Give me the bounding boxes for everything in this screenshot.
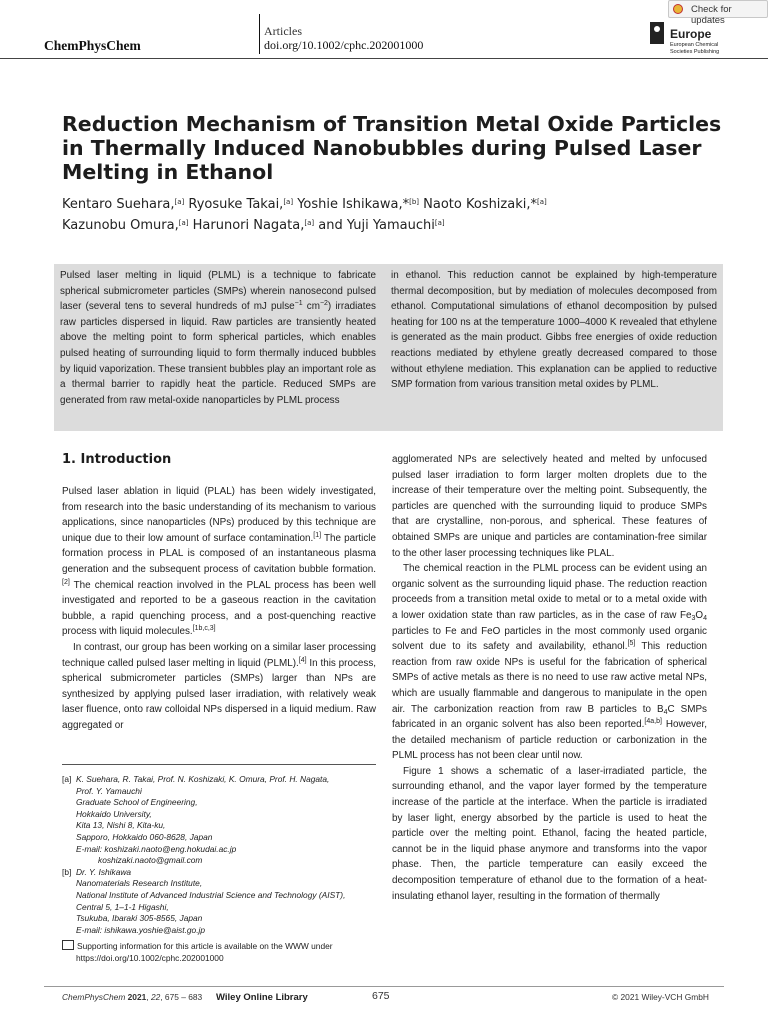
- supporting-info-link[interactable]: https://doi.org/10.1002/cphc.202001000: [76, 952, 224, 963]
- body-text: particles to Fe and FeO particles in the most commonly used organic solvent due to its safety and availability, ethanol.: [392, 625, 707, 653]
- abstract-right-column: in ethanol. This reduction cannot be explained by high-temperature thermal decomposition, but by mediation of molecules decomposed from ethanol. Computational simulations of ethanol decomposition by pulsed heating for 100 ns at the temperature 1000–4000 K revealed that ethylene is generated as the main product. Gibbs free energies of oxide reduction reactions mediated by ethylene greatly decreased compared to those without ethylene mediation. This explanation can be applied to reductive SMP formation from various transition metal oxides by PLML.: [391, 270, 717, 391]
- check-for-updates-label: Check for updates: [691, 4, 732, 26]
- paragraph: Figure 1 shows a schematic of a laser-irradiated particle, the surrounding ethanol, and the vapor layer formed by the temperature increase of the particle at the interface. When the particle is irradiated by laser light, energy absorbed by the particle is used to heat the particle over the melting point. Ethanol, facing the heated particle, cannot be in the liquid phase anymore and transforms into the vapor phase. Then, the particle temperature can easily exceed the decomposition temperature of ethanol due to the formation of a heat-insulating ethanol layer, resulting in the formation of thermally: [392, 765, 707, 902]
- abstract-box: [54, 264, 723, 431]
- author-name: Kazunobu Omura,: [62, 218, 179, 233]
- publisher-subtitle-1: European Chemical: [670, 42, 719, 48]
- section-label: Articles: [264, 24, 302, 38]
- supporting-info-note: [62, 940, 382, 964]
- crossmark-icon: [673, 4, 683, 14]
- affiliation-mark: [a]: [174, 198, 185, 206]
- footnote-line: National Institute of Advanced Industrial Science and Technology (AIST),: [76, 889, 346, 900]
- footnote-line: Kita 13, Nishi 8, Kita-ku,: [76, 820, 166, 831]
- subscript: 3: [691, 614, 696, 622]
- body-text: This reduction reaction from raw oxide NPs is useful for the fabrication of spherical SMPs of active metals as there is no need to use raw active metal NPs, which are usually flammable and dangerous to manipulate in the open air. The carbonization reaction from raw B particles to B: [392, 641, 707, 715]
- affiliation-mark: [a]: [283, 198, 294, 206]
- body-text: The chemical reaction involved in the PLAL process has been well investigated and reported to be a gaseous reaction in the cavitation bubble, a rapid quenching process, and a post-quenching reactive process with liquid molecules.: [62, 579, 376, 638]
- body-text: In contrast, our group has been working on a similar laser processing technique called pulsed laser melting in liquid (PLML).: [62, 641, 376, 669]
- affiliation-mark: [a]: [178, 219, 189, 227]
- email-link[interactable]: koshizaki.naoto@gmail.com: [98, 855, 203, 866]
- exponent: −2: [319, 300, 328, 308]
- footnote-line: Prof. Y. Yamauchi: [76, 785, 142, 796]
- citation[interactable]: [5]: [627, 640, 636, 648]
- footnote-line: Sapporo, Hokkaido 060-8628, Japan: [76, 831, 213, 842]
- footnote-line: [62, 940, 382, 953]
- header-divider: [259, 14, 260, 54]
- body-text: In this process, spherical submicrometer particles (SMPs) larger than NPs are synthesized by applying pulsed laser irradiation, with relatively weak laser fluence, onto raw colloidal NPs dispersed in a liquid medium. Raw aggregated or: [62, 657, 377, 731]
- page-number: 675: [372, 990, 390, 1002]
- footnote-line: Tsukuba, Ibaraki 305-8565, Japan: [76, 913, 203, 924]
- footnote-text: Dr. Y. Ishikawa: [76, 866, 132, 877]
- footer-year: 2021: [127, 992, 147, 1002]
- abstract-left-column: [60, 268, 376, 408]
- footnote-text: K. Suehara, R. Takai, Prof. N. Koshizaki, K. Omura, Prof. H. Nagata,: [76, 774, 330, 784]
- body-text: C SMPs fabricated in an organic solvent has also been reported.: [392, 703, 707, 731]
- footnote-line: [62, 867, 382, 879]
- abstract-text: ) irradiates raw particles dispersed in liquid. Raw particles are transiently heated above the melting point to form spherical particles, which enables pulsed heating of surrounding liquid to form thermally induced bubbles by liquid vaporization. These transient bubbles play an important role as a thermal barrier to rapidly heat the particle. Reduced SMPs are generated from raw metal-oxide nanoparticles by PLML process: [60, 301, 376, 406]
- body-left-column: [62, 484, 376, 734]
- citation[interactable]: [1]: [313, 531, 322, 539]
- footer-volume: 22: [150, 992, 161, 1002]
- doi-link[interactable]: doi.org/10.1002/cphc.202001000: [264, 38, 424, 52]
- email-link[interactable]: E-mail: ishikawa.yoshie@aist.go.jp: [76, 924, 206, 935]
- wiley-online-library-link[interactable]: Wiley Online Library: [216, 992, 308, 1003]
- footer-rule: [44, 986, 724, 987]
- citation[interactable]: [2]: [62, 578, 70, 586]
- citation[interactable]: [1b,c,3]: [192, 625, 216, 633]
- chemistry-europe-icon: [650, 22, 664, 44]
- footer-citation: ChemPhysChem 2021, 22, 675 – 683: [62, 992, 203, 1002]
- affiliations-footnote: [62, 774, 382, 936]
- publisher-name: Europe: [670, 27, 712, 41]
- abstract-text: cm: [302, 301, 320, 313]
- copyright: © 2021 Wiley-VCH GmbH: [612, 992, 709, 1002]
- subscript: 4: [663, 708, 668, 716]
- abstract-text: Pulsed laser melting in liquid (PLML) is a technique to fabricate spherical submicrometer particles (SMPs) wherein nanosecond pulsed laser (several tens to several hundreds of mJ pulse: [60, 270, 376, 313]
- affiliation-mark: [a]: [304, 219, 315, 227]
- footer-journal-name: ChemPhysChem: [62, 992, 126, 1002]
- header-rule: [0, 58, 768, 59]
- author-list: [62, 194, 722, 236]
- footnote-line: Nanomaterials Research Institute,: [76, 878, 203, 889]
- paragraph: [392, 561, 707, 764]
- author-name: Kentaro Suehara,: [62, 197, 175, 212]
- affiliation-tag: [a]: [62, 774, 72, 784]
- citation[interactable]: [4]: [298, 656, 307, 664]
- check-for-updates-button[interactable]: [668, 0, 768, 26]
- paragraph: [62, 484, 376, 640]
- body-text: The particle formation process in PLAL is composed of an instantaneous plasma generation and the subsequent process of cavitation bubble formation.: [62, 532, 376, 575]
- journal-name: ChemPhysChem: [44, 38, 141, 53]
- body-right-column: [392, 452, 707, 904]
- citation[interactable]: [4a,b]: [644, 718, 662, 726]
- body-text: O: [695, 609, 704, 621]
- email-link[interactable]: E-mail: koshizaki.naoto@eng.hokudai.ac.jp: [76, 843, 237, 854]
- author-name: and Yuji Yamauchi: [314, 218, 435, 233]
- paragraph: agglomerated NPs are selectively heated and melted by unfocused pulsed laser irradiation to form larger molten droplets due to the increase of their temperature over the melting point. Subsequently, the particles are quenched with the surrounding liquid to produce SMPs that are crystalline, non-porous, and spherical. These features of obtained SMPs are unique and particles are contamination-free similar to the other laser processing techniques like PLAL.: [392, 454, 707, 559]
- footnote-line: Graduate School of Engineering,: [76, 797, 198, 808]
- body-text: The chemical reaction in the PLML process can be evident using an organic solvent as the surrounding liquid phase. The reduction reaction proceeds from a transition metal oxide to metal or to a metal oxide with a lower oxidation state than raw particles, as in the case of raw Fe: [392, 563, 707, 621]
- affiliation-mark: [b]: [409, 198, 419, 206]
- footnote-rule: [62, 764, 376, 765]
- author-name: Naoto Koshizaki,*: [419, 197, 537, 212]
- affiliation-mark: [a]: [434, 219, 445, 227]
- exponent: −1: [294, 300, 303, 308]
- footnote-line: [62, 774, 382, 786]
- footer-pages: 675 – 683: [164, 992, 203, 1002]
- footnote-line: Central 5, 1–1-1 Higashi,: [76, 901, 169, 912]
- author-name: Ryosuke Takai,: [184, 197, 284, 212]
- body-text: Pulsed laser ablation in liquid (PLAL) has been widely investigated, from research into the basic understanding of its mechanism to various applications, since nanoparticles (NPs) produced by this technique are unique due to their low amount of surface contamination.: [62, 486, 376, 544]
- footnote-line: Hokkaido University,: [76, 808, 152, 819]
- affiliation-tag: [b]: [62, 866, 72, 877]
- affiliation-mark: [a]: [536, 198, 547, 206]
- footnote-text: Supporting information for this article is available on the WWW under: [77, 941, 333, 951]
- paragraph: [62, 640, 376, 734]
- section-heading: 1. Introduction: [62, 452, 172, 467]
- author-name: Yoshie Ishikawa,*: [293, 197, 410, 212]
- author-name: Harunori Nagata,: [188, 218, 305, 233]
- article-title: Reduction Mechanism of Transition Metal Oxide Particles in Thermally Induced Nanobubbles during Pulsed Laser Melting in Ethanol: [62, 112, 722, 184]
- publisher-subtitle-2: Societies Publishing: [670, 49, 720, 55]
- body-text: However, the detailed mechanism of particle reduction or carbonization in the PLML process has not been clear until now.: [392, 719, 707, 762]
- monitor-icon: [62, 940, 74, 950]
- subscript: 4: [703, 614, 707, 622]
